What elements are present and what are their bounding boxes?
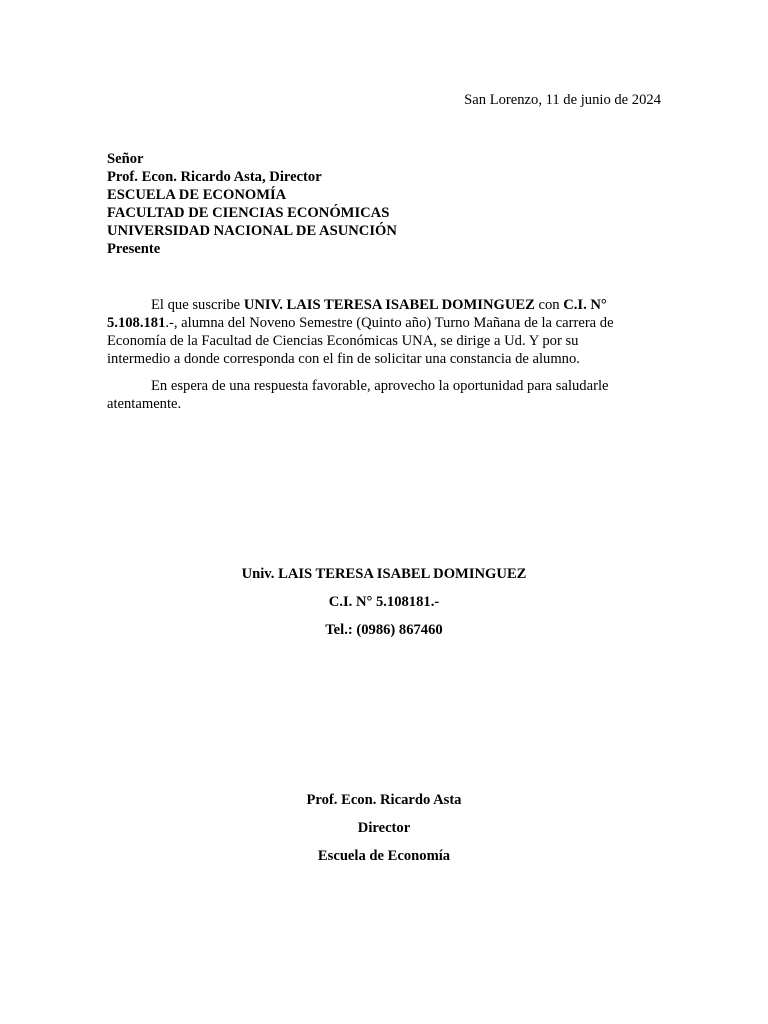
student-signature-ci: C.I. N° 5.108181.-: [328, 594, 440, 610]
body-student-name: UNIV. LAIS TERESA ISABEL DOMINGUEZ: [243, 297, 535, 313]
student-signature-phone: Tel.: (0986) 867460: [325, 622, 443, 638]
body-ci-label: C.I. N°: [563, 297, 607, 313]
body-ci-number: 5.108.181: [107, 315, 166, 331]
body-intro-text: El que suscribe: [151, 297, 244, 313]
student-signature-block: [0, 565, 768, 649]
recipient-school: ESCUELA DE ECONOMÍA: [107, 187, 287, 203]
body-paragraph-closing: En espera de una respuesta favorable, aprovecho la oportunidad para saludarle atentamente.: [107, 378, 609, 412]
recipient-name-title: Prof. Econ. Ricardo Asta, Director: [107, 169, 322, 185]
director-position: Director: [357, 820, 411, 836]
body-paragraph-request: [107, 296, 637, 368]
director-name: Prof. Econ. Ricardo Asta: [306, 792, 462, 808]
letter-body: [107, 296, 637, 413]
director-school: Escuela de Economía: [317, 848, 451, 864]
recipient-salutation: Señor: [107, 151, 144, 167]
body-con-text: con: [534, 297, 564, 313]
letter-date: San Lorenzo, 11 de junio de 2024: [464, 92, 661, 108]
director-signature-block: [0, 791, 768, 875]
recipient-block: [107, 150, 397, 258]
student-signature-name: Univ. LAIS TERESA ISABEL DOMINGUEZ: [241, 566, 527, 582]
recipient-faculty: FACULTAD DE CIENCIAS ECONÓMICAS: [107, 205, 390, 221]
body-request-text: .-, alumna del Noveno Semestre (Quinto año) Turno Mañana de la carrera de Economía de la Facultad de Ciencias Económicas UNA, se dirige a Ud. Y por su intermedio a donde corresponda con el fin de solicitar una constancia de alumno.: [107, 315, 614, 367]
recipient-closing: Presente: [107, 241, 161, 257]
recipient-university: UNIVERSIDAD NACIONAL DE ASUNCIÓN: [107, 223, 397, 239]
